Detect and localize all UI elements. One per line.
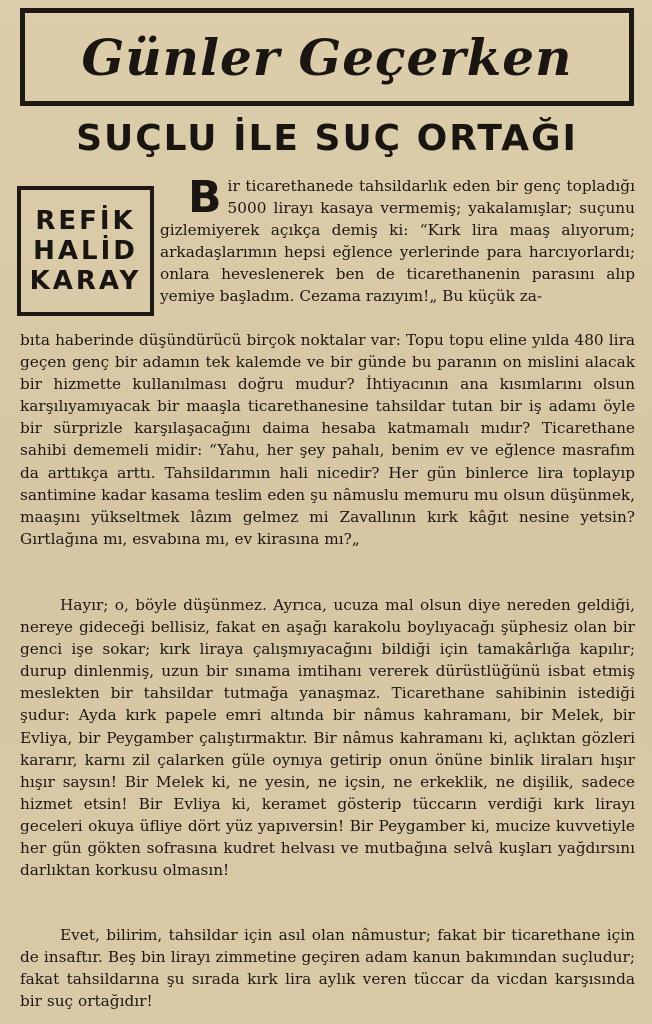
- author-last-name: KARAY: [29, 266, 142, 296]
- article-paragraph-2: Hayır; o, böyle düşünmez. Ayrıca, ucuza mal olsun diye nereden geldiği, nereye gideceği bellisiz, fakat en aşağı karakolu boylıyacağı şüphesiz olan bir genci işe sokar; kırk liraya çalışmıyacağını bildiği için tamakârlığa kapılır; durup dinlenmiş, uzun bir sınama imtihanı vererek dürüstlüğünü isbat etmiş meslekten bir tahsildar tutmağa yanaşmaz. Ticarethane sahibinin istediği şudur: Ayda kırk papele emri altında bir nâmus kahramanı, bir Melek, bir Evliya, bir Peygamber çalıştırmaktır. Bir nâmus kahramanı ki, açlıktan gözleri kararır, karnı zil çalarken güle oynıya getirip onun önüne binlik liraları hışır hışır saysın! Bir Melek ki, ne yesin, ne içsin, ne erkeklik, ne dişilik, sadece hizmet etsin! Bir Evliya ki, keramet gösterip tüccarın verdiği kırk lirayı geceleri okuya üfliye dört yüz yapıversin! Bir Peygamber ki, mucize kuvvetiyle her gün gökten sofrasına kudret helvası ve mutbağına selvâ kuşları yağdırsını darlıktan korkusu olmasın!: [20, 596, 635, 880]
- article-paragraph-3: Evet, bilirim, tahsildar için asıl olan nâmustur; fakat bir ticarethane için de insaftır. Beş bin lirayı zimmetine geçiren adam kanun bakımından suçludur; fakat tahsildarına şu sırada kırk lira aylık veren tüccar da vicdan karşısında bir suç ortağıdır!: [20, 926, 635, 1011]
- article-headline: SUÇLU İLE SUÇ ORTAĞI: [76, 118, 578, 159]
- article-paragraph-1-head: [160, 172, 635, 308]
- drop-cap: B: [188, 172, 222, 223]
- column-masthead-box: [20, 8, 634, 106]
- author-middle-name: HALİD: [33, 236, 138, 266]
- article-paragraph-1-tail: bıta haberinde düşündürücü birçok noktalar var: Topu topu eline yılda 480 lira geçen genç bir adamın tek kalemde ve bir günde bu paranın on mislini alacak bir hizmette kullanılması doğru mudur? İhtiyacının ana kısımlarını olsun karşılıyamıyacak bir maaşla ticarethanesine tahsildar tutan bir iş adamı öyle bir sürprizle karşılaşacağını daima hesaba katmamalı mıdır? Ticarethane sahibi dememeli midir: “Yahu, her şey pahalı, benim ev ve eğlence masrafım da arttıkça arttı. Tahsildarımın hali nicedir? Her gün binlerce lira toplayıp santimine kadar kasama teslim eden şu nâmuslu memuru mu olsun düşünmek, maaşını yükseltmek lâzım gelmez mi Zavallının kırk kâğıt nesine yetsin? Gırtlağına mı, esvabına mı, ev kirasına mı?„: [20, 331, 635, 548]
- column-title: Günler Geçerken: [81, 27, 573, 87]
- author-first-name: REFİK: [35, 206, 136, 236]
- author-byline-box: [17, 186, 154, 316]
- paragraph-1-head-text: ir ticarethanede tahsildarlık eden bir genç topladığı 5000 lirayı kasaya vermemiş; yakalamışlar; suçunu gizlemiyerek açıkça demiş ki: “Kırk lira maaş alıyorum; arkadaşlarımın hepsi eğlence yerlerinde para harcıyorlardı; onlara heveslenerek ben de ticarethanenin parasını alıp yemiye başladım. Cezama razıyım!„ Bu küçük za-: [160, 177, 635, 306]
